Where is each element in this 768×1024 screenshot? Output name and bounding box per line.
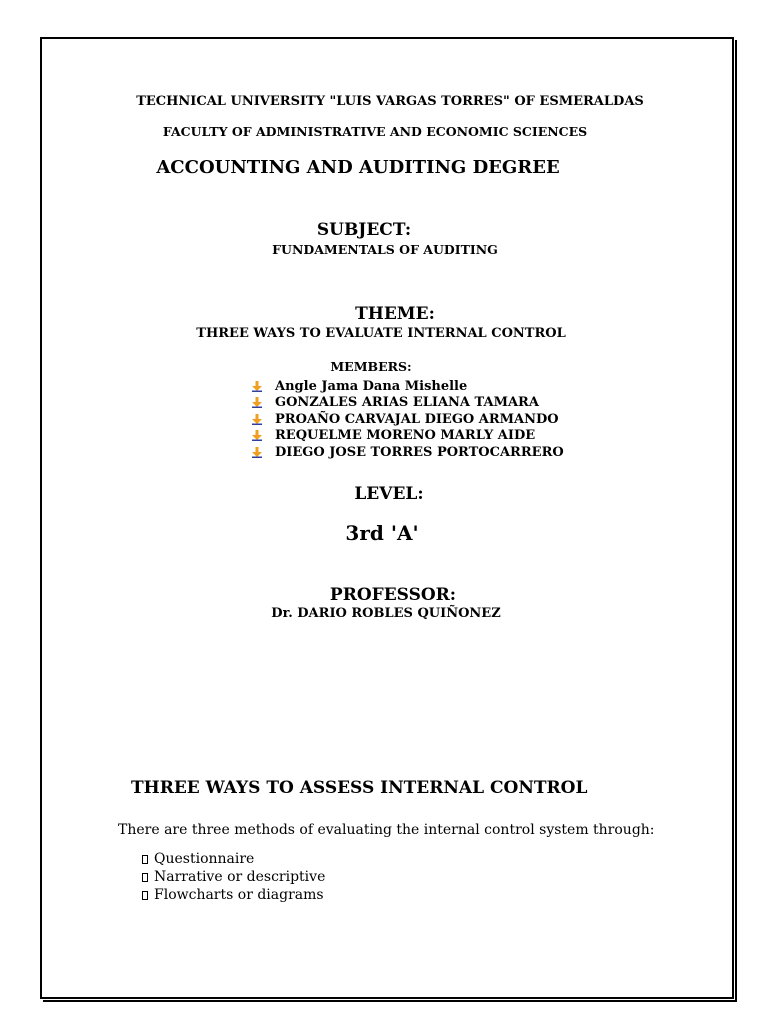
- member-name: GONZALES ARIAS ELIANA TAMARA: [275, 395, 539, 411]
- arrow-down-bullet-icon: [252, 414, 262, 425]
- method-label: Narrative or descriptive: [154, 869, 326, 885]
- degree-title: ACCOUNTING AND AUDITING DEGREE: [156, 157, 560, 178]
- methods-list: [142, 850, 325, 904]
- subject-value: FUNDAMENTALS OF AUDITING: [272, 242, 498, 257]
- missing-glyph-box-icon: [142, 855, 148, 864]
- arrow-down-bullet-icon: [252, 381, 262, 392]
- member-item: [252, 411, 564, 428]
- member-name: REQUELME MORENO MARLY AIDE: [275, 428, 536, 444]
- method-item: [142, 850, 325, 868]
- section-title: THREE WAYS TO ASSESS INTERNAL CONTROL: [131, 778, 588, 798]
- professor-heading: PROFESSOR:: [329, 585, 457, 605]
- member-item: [252, 428, 564, 445]
- arrow-down-bullet-icon: [252, 430, 262, 441]
- method-item: [142, 886, 325, 904]
- method-item: [142, 868, 325, 886]
- theme-heading: THEME:: [355, 304, 435, 324]
- subject-heading: SUBJECT:: [316, 220, 412, 240]
- professor-name: Dr. DARIO ROBLES QUIÑONEZ: [271, 606, 501, 621]
- member-name: PROAÑO CARVAJAL DIEGO ARMANDO: [275, 411, 559, 427]
- arrow-down-bullet-icon: [252, 447, 262, 458]
- faculty-name: FACULTY OF ADMINISTRATIVE AND ECONOMIC SCIENCES: [162, 124, 588, 139]
- missing-glyph-box-icon: [142, 891, 148, 900]
- members-heading: MEMBERS:: [330, 359, 412, 374]
- method-label: Questionnaire: [154, 851, 255, 867]
- method-label: Flowcharts or diagrams: [154, 887, 324, 903]
- section-intro: There are three methods of evaluating the internal control system through:: [118, 822, 655, 838]
- member-item: [252, 395, 564, 412]
- members-list: [252, 378, 564, 461]
- member-name: Angle Jama Dana Mishelle: [275, 378, 468, 394]
- member-item: [252, 444, 564, 461]
- member-item: [252, 378, 564, 395]
- missing-glyph-box-icon: [142, 873, 148, 882]
- theme-value: THREE WAYS TO EVALUATE INTERNAL CONTROL: [196, 326, 566, 341]
- arrow-down-bullet-icon: [252, 397, 262, 408]
- level-heading: LEVEL:: [354, 484, 424, 504]
- member-name: DIEGO JOSE TORRES PORTOCARRERO: [275, 444, 564, 460]
- university-name: TECHNICAL UNIVERSITY "LUIS VARGAS TORRES" OF ESMERALDAS: [136, 94, 644, 109]
- level-value: 3rd 'A': [345, 521, 419, 545]
